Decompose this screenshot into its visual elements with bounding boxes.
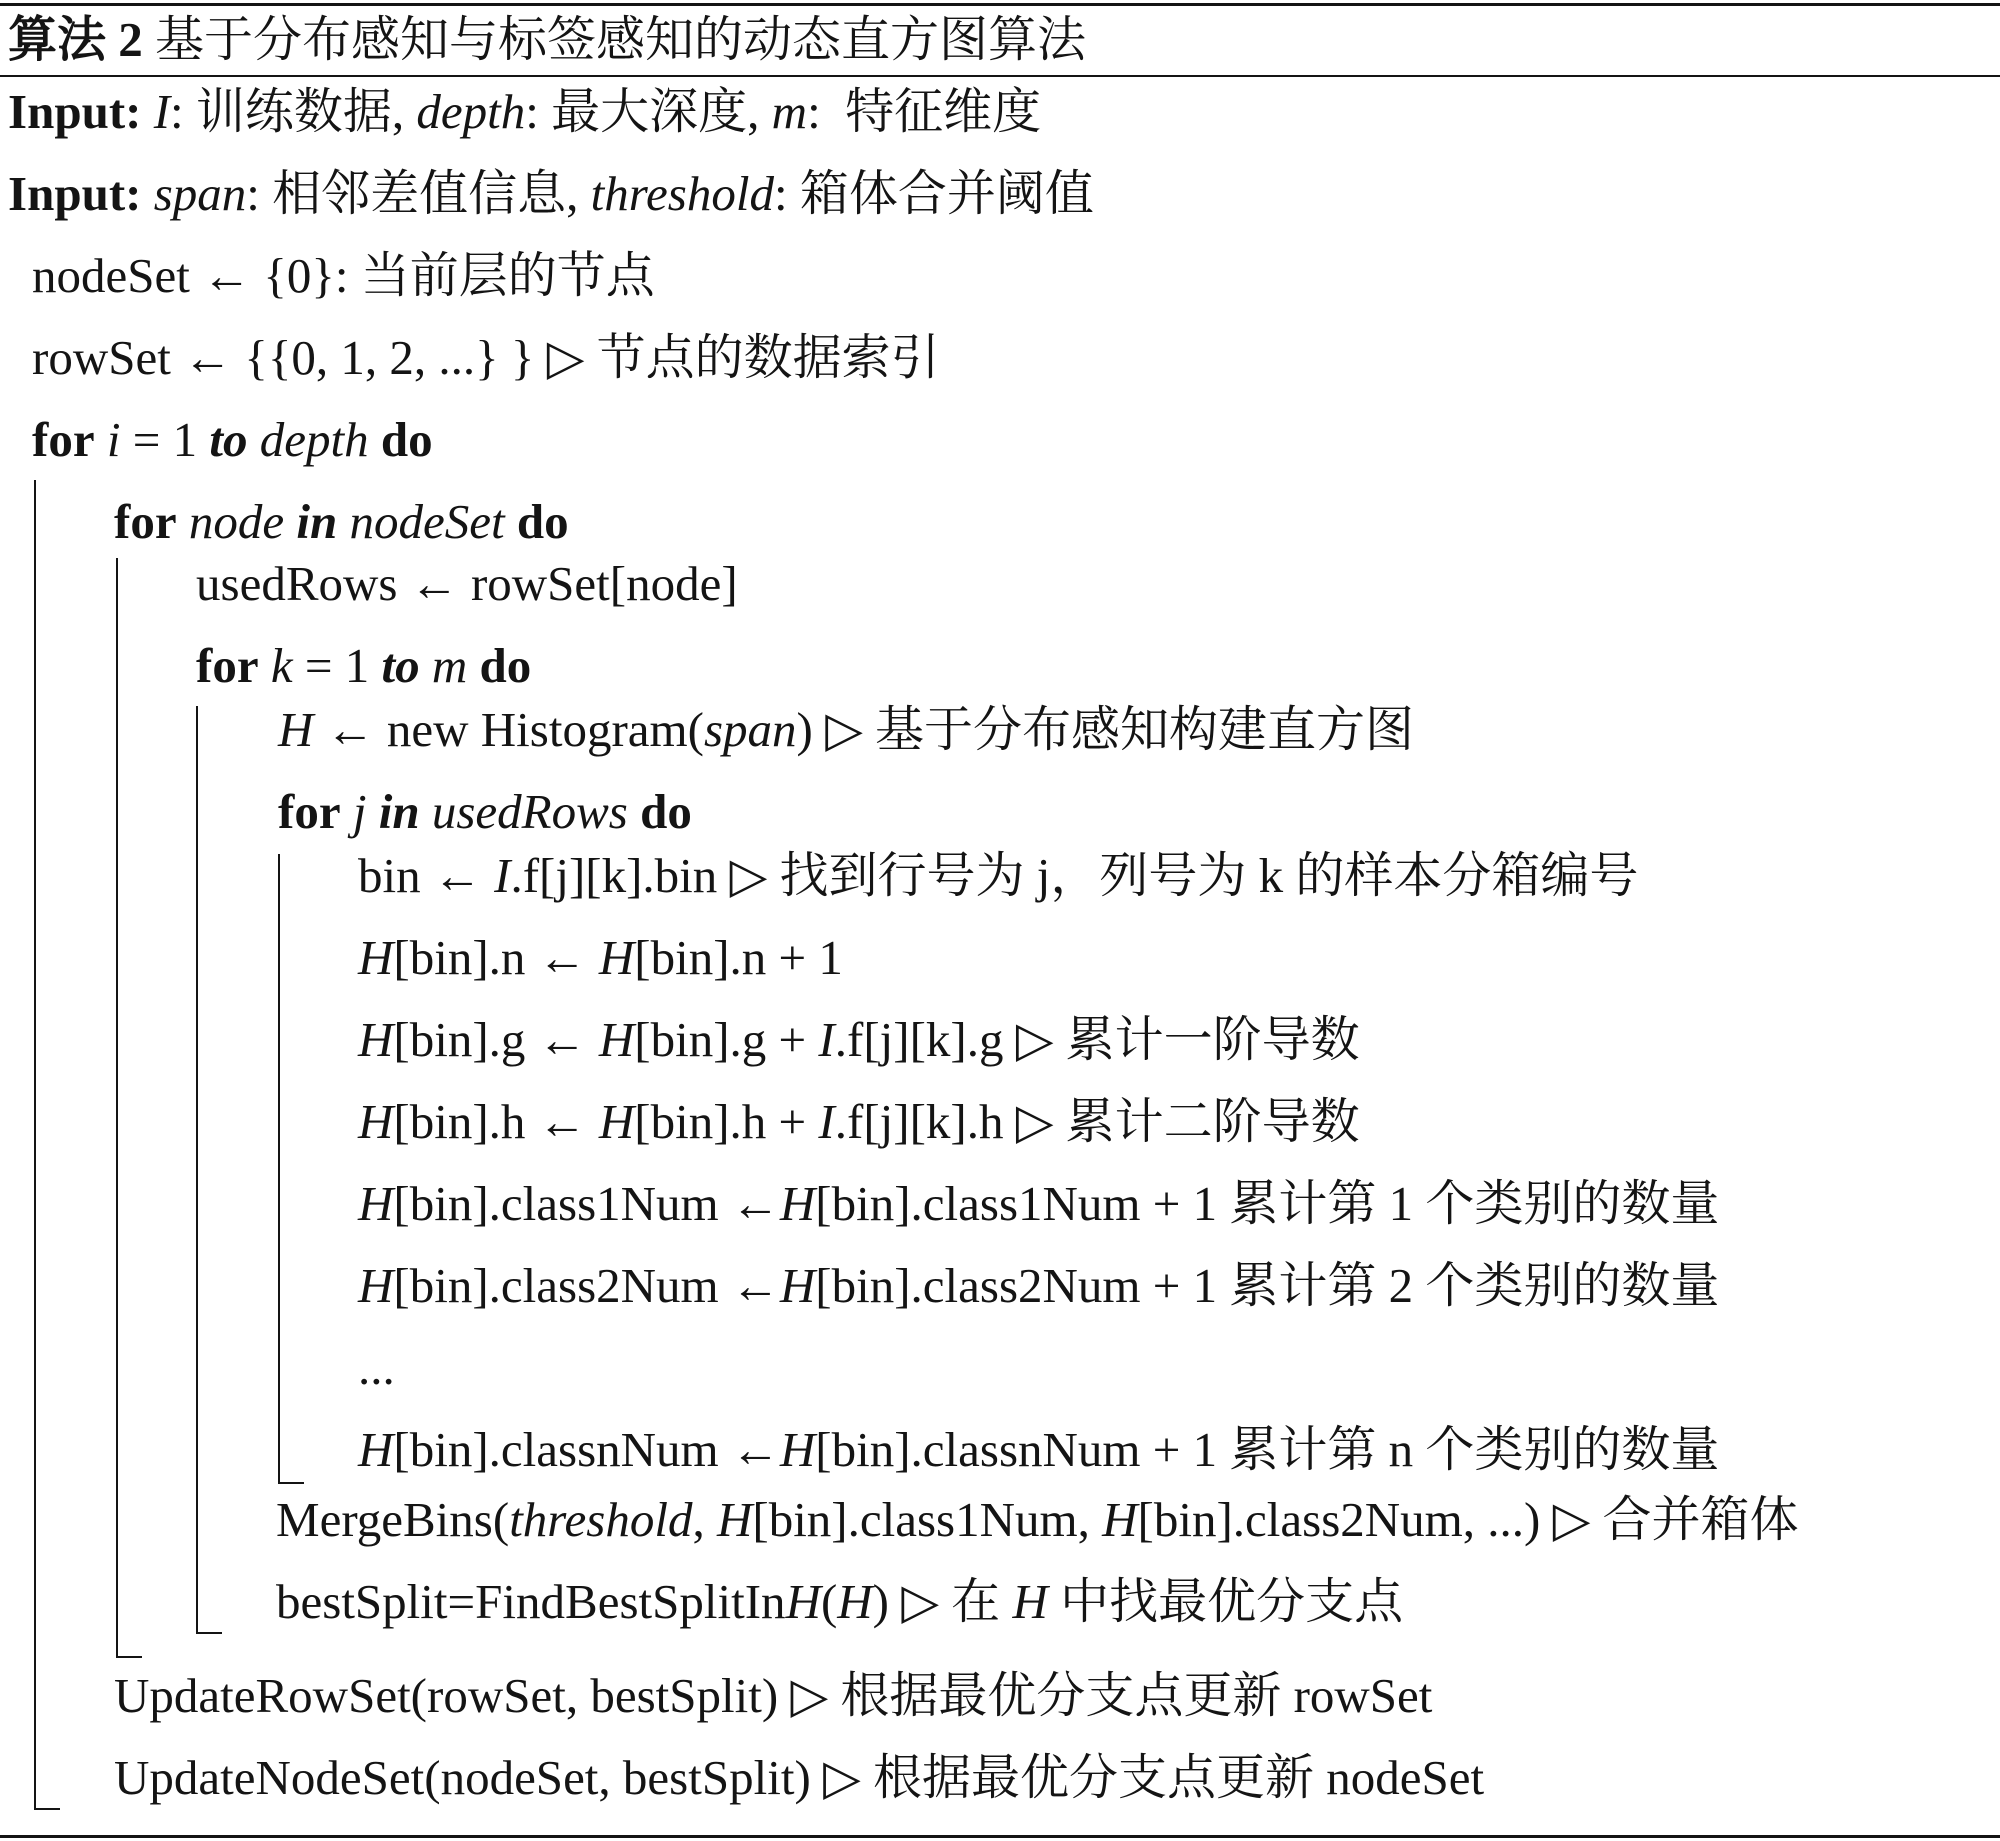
math-H: H (837, 1574, 873, 1629)
math-H: H (358, 1422, 394, 1477)
line-merge-bins (276, 1490, 1799, 1550)
code-text: [bin].g ← (393, 1012, 599, 1067)
line-nodeset-init (32, 246, 655, 306)
top-rule (0, 3, 2000, 6)
code-comment: .f[j][k].g ▷ 累计一阶导数 (834, 1012, 1360, 1067)
line-update-nodeset (114, 1748, 1484, 1808)
input-line-2 (8, 164, 1094, 224)
math-I: I (818, 1094, 835, 1149)
math-H: H (779, 1176, 816, 1231)
keyword-to: to (209, 412, 248, 467)
caption-label: 算法 2 (8, 12, 143, 67)
code-text: bestSplit=FindBestSplitIn (276, 1574, 786, 1629)
block-bracket-feature (196, 706, 198, 1634)
code-text: [bin].class2Num ← (393, 1258, 780, 1313)
math-H: H (716, 1492, 753, 1547)
line-rowset-init (32, 328, 940, 388)
caption-title: 基于分布感知与标签感知的动态直方图算法 (155, 12, 1087, 67)
code-comment: 中找最优分支点 (1047, 1574, 1404, 1629)
line-best-split (276, 1572, 1403, 1632)
block-bracket-depth (34, 480, 36, 1810)
input-var: depth (416, 84, 526, 139)
keyword-in: in (378, 784, 420, 839)
math-H: H (358, 930, 394, 985)
math-H: H (779, 1258, 816, 1313)
math-H: H (278, 702, 314, 757)
code-text: ... (358, 1340, 395, 1395)
code-comment: [bin].class2Num, ...) ▷ 合并箱体 (1137, 1492, 1799, 1547)
block-bracket-depth-end (34, 1808, 60, 1810)
line-classn (358, 1420, 1719, 1480)
loop-limit: depth (247, 412, 381, 467)
code-text: ← new Histogram( (313, 702, 704, 757)
code-text: , (692, 1492, 717, 1547)
loop-var: j (340, 784, 379, 839)
block-bracket-feature-end (196, 1632, 222, 1634)
block-bracket-rows-end (278, 1482, 304, 1484)
algorithm-caption (8, 10, 1086, 70)
math-H: H (358, 1094, 394, 1149)
keyword-for: for (32, 412, 95, 467)
keyword-do: do (516, 494, 569, 549)
input-desc: : 特征维度 (807, 84, 1042, 139)
for-node-loop (114, 492, 569, 552)
math-H: H (358, 1176, 394, 1231)
code-text: [bin].g + (634, 1012, 819, 1067)
loop-var: node (176, 494, 297, 549)
keyword-for: for (114, 494, 177, 549)
code-text: MergeBins( (276, 1492, 510, 1547)
input-var: I (153, 84, 171, 139)
code-comment: [bin].class1Num + 1 累计第 1 个类别的数量 (815, 1176, 1720, 1231)
keyword-for: for (196, 638, 259, 693)
input-line-1 (8, 82, 1041, 142)
code-text: [bin].class1Num ← (393, 1176, 780, 1231)
code-comment: .f[j][k].bin ▷ 找到行号为 j，列号为 k 的样本分箱编号 (510, 848, 1639, 903)
code-text: [bin].classnNum ← (393, 1422, 780, 1477)
math-H: H (598, 1094, 635, 1149)
loop-set: usedRows (419, 784, 641, 839)
block-bracket-node (116, 558, 118, 1658)
code-text: ( (820, 1574, 838, 1629)
input-var: threshold (590, 166, 774, 221)
math-I: I (494, 848, 511, 903)
code-text: UpdateNodeSet(nodeSet, bestSplit) ▷ 根据最优分支点更新 nodeSet (114, 1750, 1485, 1805)
input-desc: : 箱体合并阈值 (773, 166, 1094, 221)
keyword-do: do (479, 638, 532, 693)
math-I: I (818, 1012, 835, 1067)
math-H: H (1102, 1492, 1138, 1547)
code-comment: [bin].class2Num + 1 累计第 2 个类别的数量 (815, 1258, 1720, 1313)
math-H: H (779, 1422, 816, 1477)
code-comment: [bin].classnNum + 1 累计第 n 个类别的数量 (815, 1422, 1720, 1477)
code-comment: .f[j][k].h ▷ 累计二阶导数 (834, 1094, 1360, 1149)
code-text: [bin].h ← (393, 1094, 599, 1149)
input-keyword: Input: (8, 166, 142, 221)
input-var: span (153, 166, 247, 221)
code-text: bin ← (358, 848, 495, 903)
keyword-to: to (381, 638, 420, 693)
loop-limit: m (419, 638, 480, 693)
line-bin-n (358, 928, 843, 988)
keyword-in: in (296, 494, 338, 549)
caption-rule (0, 75, 2000, 77)
line-usedrows (196, 554, 738, 614)
keyword-do: do (380, 412, 433, 467)
math-threshold: threshold (509, 1492, 693, 1547)
math-H: H (785, 1574, 821, 1629)
code-text: UpdateRowSet(rowSet, bestSplit) ▷ 根据最优分支点更新 rowSet (114, 1668, 1433, 1723)
code-comment: ) ▷ 在 (872, 1574, 1013, 1629)
input-desc: : 最大深度, (525, 84, 772, 139)
for-depth-loop (32, 410, 433, 470)
line-new-histogram (278, 700, 1414, 760)
code-comment: ) ▷ 基于分布感知构建直方图 (796, 702, 1415, 757)
for-rows-loop (278, 782, 692, 842)
code-text: usedRows ← rowSet[node] (196, 556, 738, 611)
math-H: H (598, 1012, 635, 1067)
block-bracket-rows (278, 854, 280, 1484)
input-desc: : 相邻差值信息, (246, 166, 591, 221)
math-span: span (703, 702, 797, 757)
line-class2 (358, 1256, 1719, 1316)
code-text: [bin].n ← (393, 930, 599, 985)
math-H: H (358, 1012, 394, 1067)
bottom-rule (0, 1835, 2000, 1838)
line-bin-h (358, 1092, 1360, 1152)
code-text: rowSet ← {{0, 1, 2, ...} } ▷ 节点的数据索引 (32, 330, 940, 385)
keyword-do: do (640, 784, 692, 839)
loop-var: i (94, 412, 121, 467)
line-update-rowset (114, 1666, 1432, 1726)
loop-var: k (258, 638, 293, 693)
math-H: H (1012, 1574, 1048, 1629)
code-text: [bin].class1Num, (752, 1492, 1103, 1547)
loop-eq: = 1 (292, 638, 382, 693)
code-text: nodeSet ← {0}: 当前层的节点 (32, 248, 655, 303)
keyword-for: for (278, 784, 341, 839)
input-desc: : 训练数据, (170, 84, 417, 139)
line-bin (358, 846, 1638, 906)
loop-eq: = 1 (120, 412, 210, 467)
input-keyword: Input: (8, 84, 142, 139)
code-text: [bin].n + 1 (634, 930, 843, 985)
block-bracket-node-end (116, 1656, 142, 1658)
math-H: H (358, 1258, 394, 1313)
math-H: H (598, 930, 635, 985)
line-class1 (358, 1174, 1719, 1234)
input-var: m (771, 84, 808, 139)
loop-set: nodeSet (337, 494, 517, 549)
line-ellipsis (358, 1338, 395, 1398)
code-text: [bin].h + (634, 1094, 819, 1149)
line-bin-g (358, 1010, 1360, 1070)
for-feature-loop (196, 636, 531, 696)
